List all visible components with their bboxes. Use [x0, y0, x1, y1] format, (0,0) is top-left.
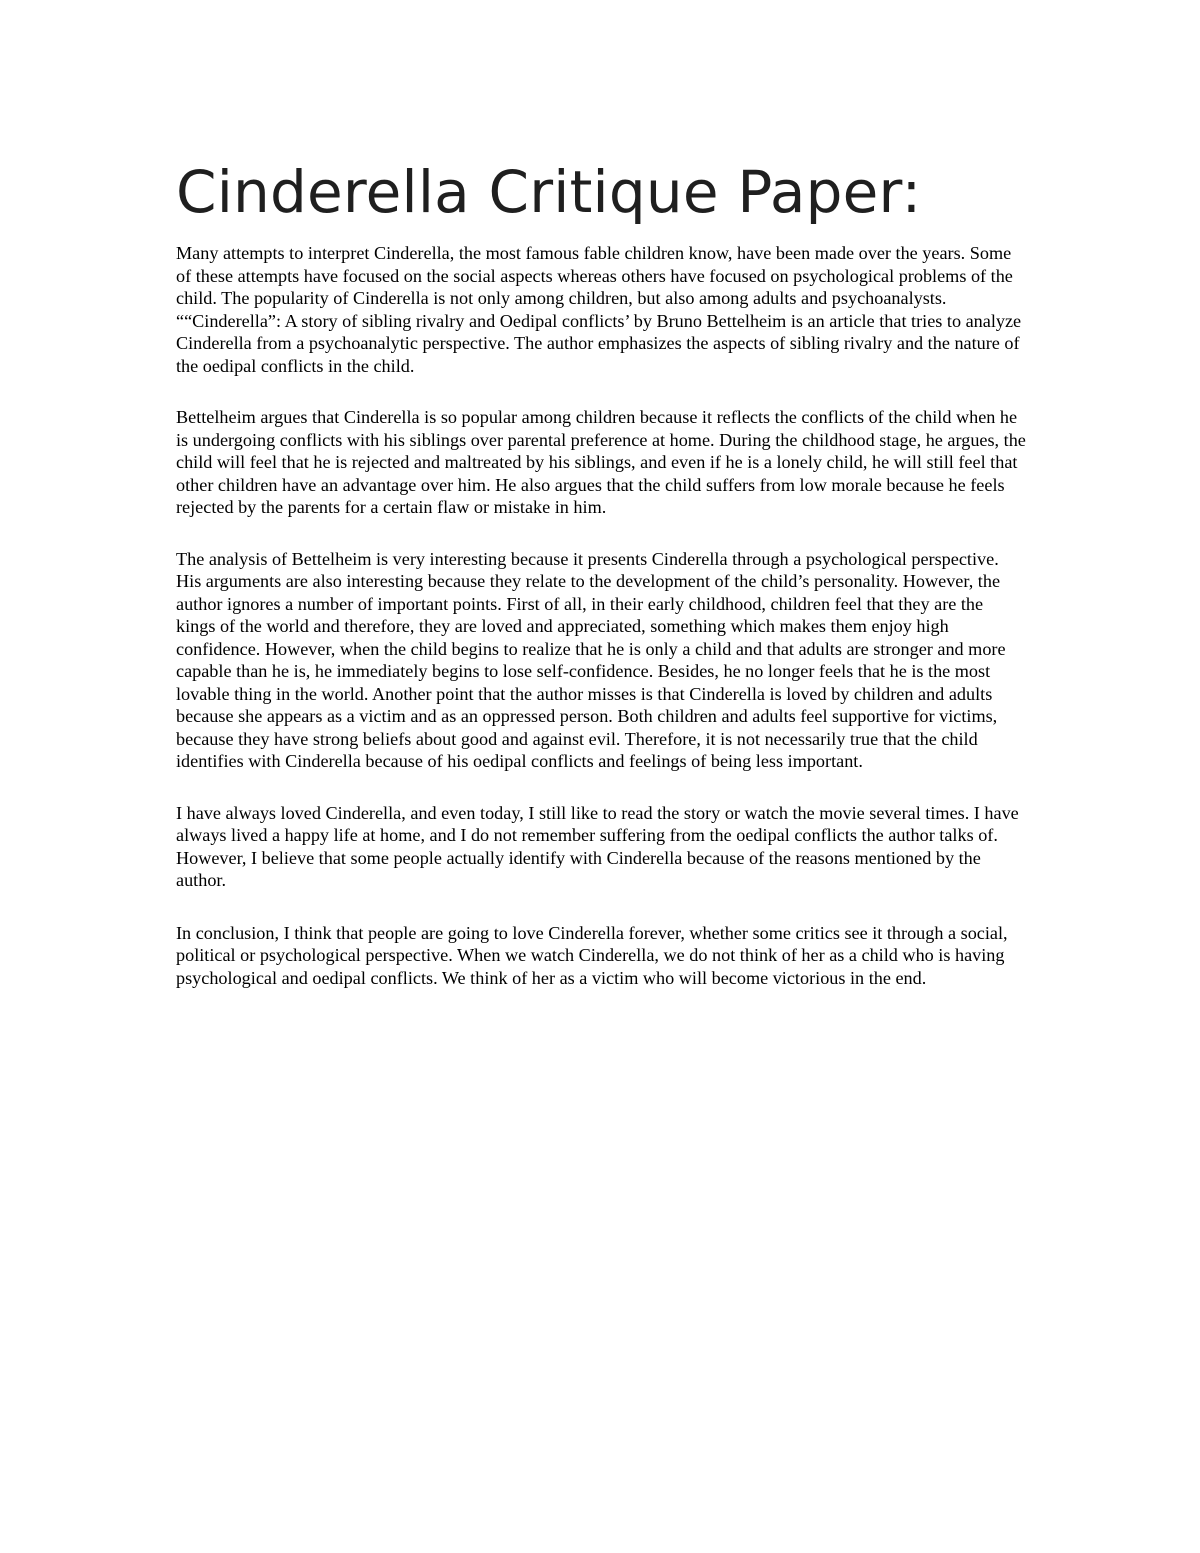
page-title: Cinderella Critique Paper:: [176, 158, 922, 226]
paragraph-conclusion: In conclusion, I think that people are going to love Cinderella forever, whether some critics see it through a social, political or psychological perspective. When we watch Cinderella, we do not think of her as a child who is having psychological and oedipal conflicts. We think of her as a victim who will become victorious in the end.: [176, 922, 1008, 988]
paragraph-bettelheim-argument: Bettelheim argues that Cinderella is so popular among children because it reflects the conflicts of the child when he is undergoing conflicts with his siblings over parental preference at home. During the childhood stage, he argues, the child will feel that he is rejected and maltreated by his siblings, and even if he is a lonely child, he will still feel that other children have an advantage over him. He also argues that the child suffers from low morale because he feels rejected by the parents for a certain flaw or mistake in him.: [176, 407, 1026, 517]
paragraph-personal-view: I have always loved Cinderella, and even today, I still like to read the story or watch the movie several times. I have always lived a happy life at home, and I do not remember suffering from the oedipal conflicts the author talks of. However, I believe that some people actually identify with Cinderella because of the reasons mentioned by the author.: [176, 802, 1019, 890]
paragraph-analysis: The analysis of Bettelheim is very interesting because it presents Cinderella through a psychological perspective. His arguments are also interesting because they relate to the development of the child’s personality. However, the author ignores a number of important points. First of all, in their early childhood, children feel that they are the kings of the world and therefore, they are loved and appreciated, something which makes them enjoy high confidence. However, when the child begins to realize that he is only a child and that adults are stronger and more capable than he is, he immediately begins to lose self-confidence. Besides, he no longer feels that he is the most lovable thing in the world. Another point that the author misses is that Cinderella is loved by children and adults because she appears as a victim and as an oppressed person. Both children and adults feel supportive for victims, because they have strong beliefs about good and against evil. Therefore, it is not necessarily true that the child identifies with Cinderella because of his oedipal conflicts and feelings of being less important.: [176, 548, 1006, 771]
document-body: [176, 160, 1026, 989]
paragraph-introduction: Many attempts to interpret Cinderella, the most famous fable children know, have been made over the years. Some of these attempts have focused on the social aspects whereas others have focused on psychological problems of the child. The popularity of Cinderella is not only among children, but also among adults and psychoanalysts. ““Cinderella”: A story of sibling rivalry and Oedipal conflicts’ by Bruno Bettelheim is an article that tries to analyze Cinderella from a psychoanalytic perspective. The author emphasizes the aspects of sibling rivalry and the nature of the oedipal conflicts in the child.: [176, 243, 1022, 376]
